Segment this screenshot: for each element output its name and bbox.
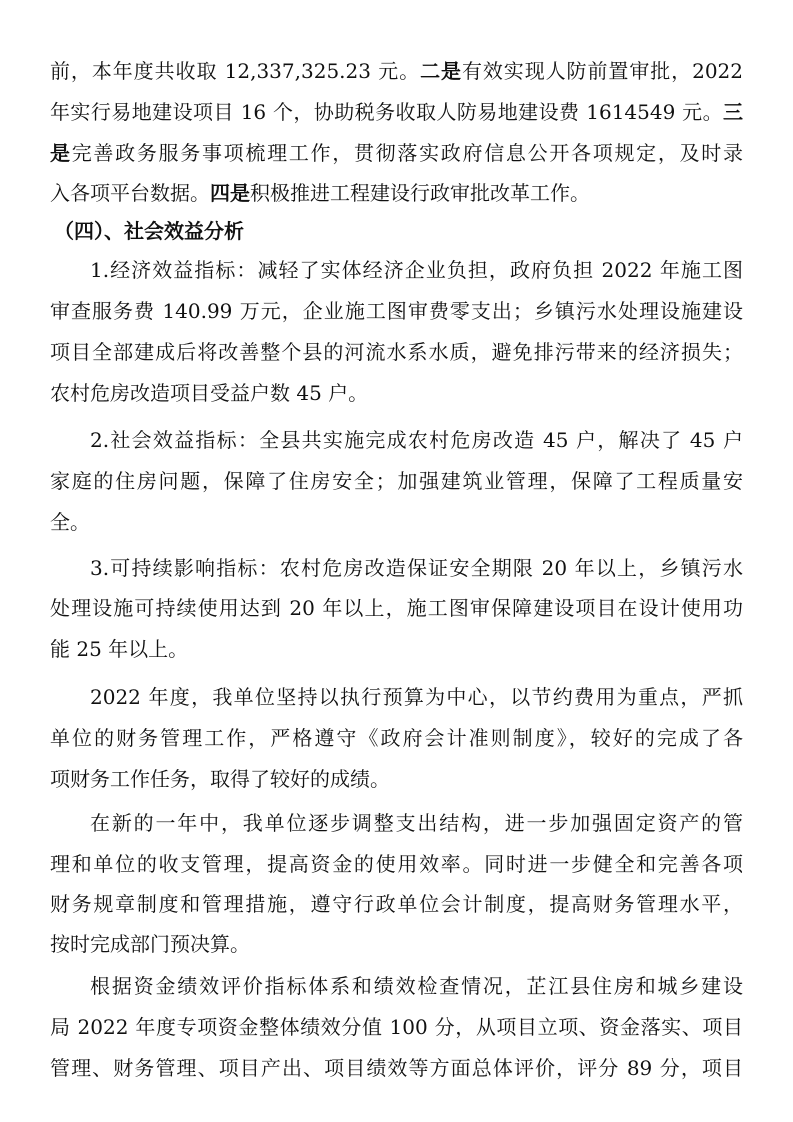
section-heading: （四）、社会效益分析 [54,219,244,243]
paragraph-line: 财务规章制度和管理措施，遵守行政单位会计制度，提高财务管理水平， [50,892,743,916]
paragraph-line: 在新的一年中，我单位逐步调整支出结构，进一步加强固定资产的管 [90,811,743,835]
paragraph-line: 根据资金绩效评价指标体系和绩效检查情况，芷江县住房和城乡建设 [90,974,743,998]
paragraph-line: 是完善政务服务事项梳理工作，贯彻落实政府信息公开各项规定，及时录 [50,141,743,165]
paragraph-line: 按时完成部门预决算。 [50,932,250,956]
paragraph-line: 3.可持续影响指标：农村危房改造保证安全期限 20 年以上，乡镇污水 [90,556,743,580]
paragraph-line: 2.社会效益指标：全县共实施完成农村危房改造 45 户，解决了 45 户 [90,428,743,452]
emphasis-text: 是 [50,141,72,165]
paragraph-line: 单位的财务管理工作，严格遵守《政府会计准则制度》，较好的完成了各 [50,726,743,750]
paragraph-line: 1.经济效益指标：减轻了实体经济企业负担，政府负担 2022 年施工图 [90,258,743,282]
paragraph-line: 局 2022 年度专项资金整体绩效分值 100 分，从项目立项、资金落实、项目 [50,1015,743,1039]
paragraph-line: 入各项平台数据。四是积极推进工程建设行政审批改革工作。 [50,181,590,205]
paragraph-line: 管理、财务管理、项目产出、项目绩效等方面总体评价，评分 89 分，项目 [50,1056,743,1080]
paragraph-line: 全。 [50,510,90,534]
emphasis-text: 四是 [210,181,250,205]
paragraph-line: 处理设施可持续使用达到 20 年以上，施工图审保障建设项目在设计使用功 [50,596,743,620]
paragraph-line: 家庭的住房问题，保障了住房安全；加强建筑业管理，保障了工程质量安 [50,469,743,493]
paragraph-line: 理和单位的收支管理，提高资金的使用效率。同时进一步健全和完善各项 [50,852,743,876]
emphasis-text: 二是 [420,59,462,83]
emphasis-text: 三 [723,100,743,124]
paragraph-line: 能 25 年以上。 [50,637,189,661]
paragraph-line: 审查服务费 140.99 万元，企业施工图审费零支出；乡镇污水处理设施建设 [50,299,743,323]
paragraph-line: 项财务工作任务，取得了较好的成绩。 [50,767,390,791]
paragraph-line: 项目全部建成后将改善整个县的河流水系水质，避免排污带来的经济损失； [50,340,743,364]
paragraph-line: 农村危房改造项目受益户数 45 户。 [50,381,369,405]
paragraph-line: 前，本年度共收取 12,337,325.23 元。二是有效实现人防前置审批，2022 [50,59,743,83]
paragraph-line: 2022 年度，我单位坚持以执行预算为中心，以节约费用为重点，严抓 [90,685,743,709]
paragraph-line: 年实行易地建设项目 16 个，协助税务收取人防易地建设费 1614549 元。三 [50,100,743,124]
